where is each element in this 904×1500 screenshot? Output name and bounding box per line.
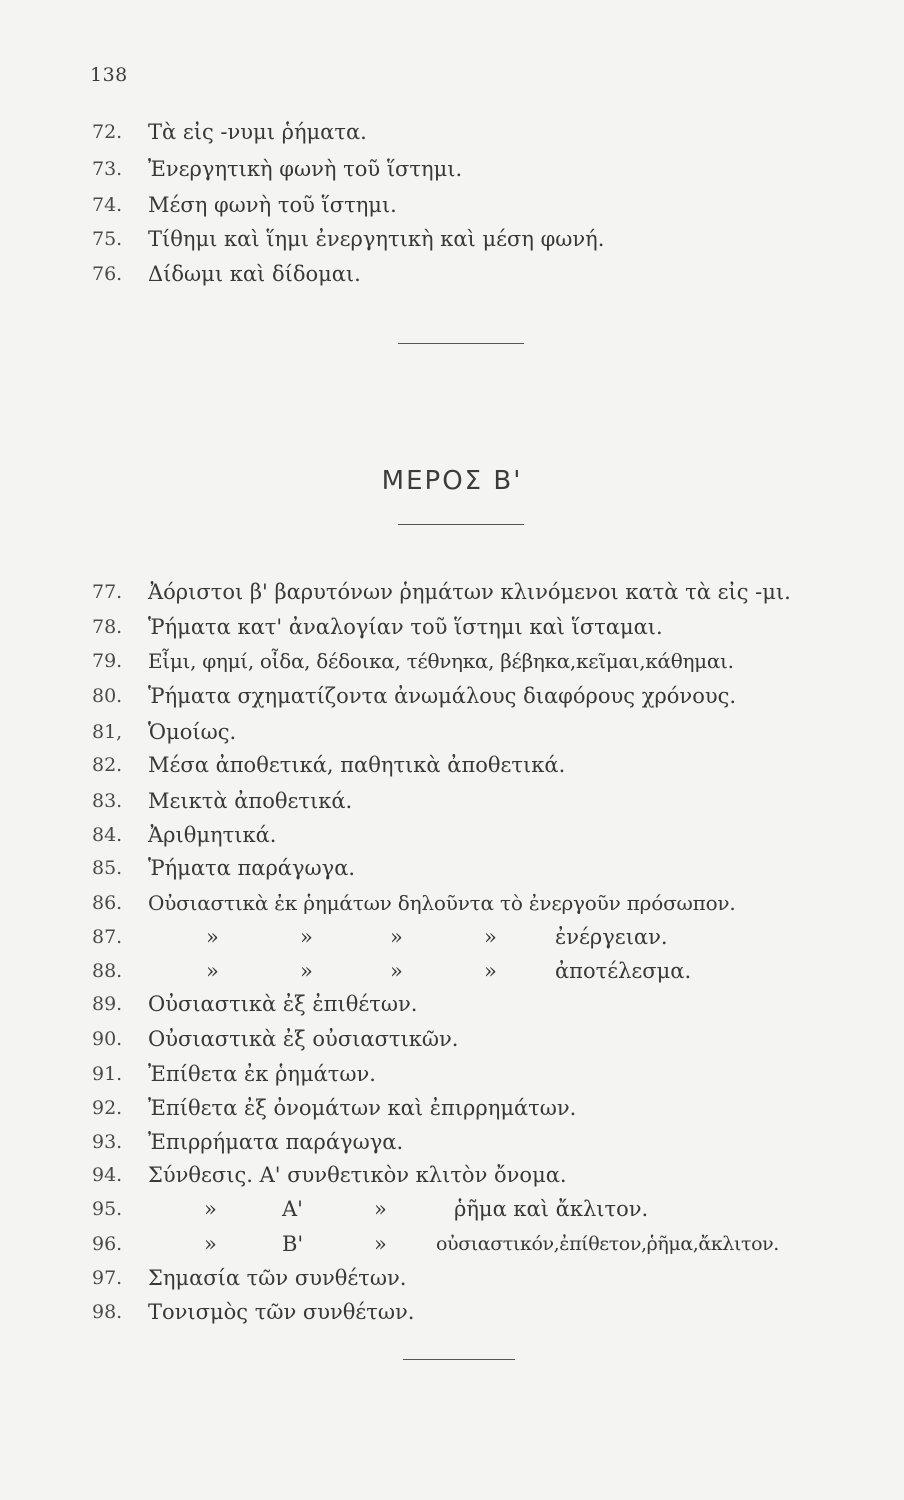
entry-text: Οὐσιαστικὰ ἐκ ῥημάτων δηλοῦντα τὸ ἐνεργοῦν πρόσωπον. bbox=[148, 891, 736, 915]
entry-number: 77. bbox=[92, 581, 123, 603]
entry-text: Ἐπίθετα ἐξ ὀνομάτων καὶ ἐπιρρημάτων. bbox=[148, 1096, 577, 1120]
divider-rule bbox=[398, 524, 524, 525]
entry-number: 93. bbox=[92, 1131, 123, 1153]
entry-number: 85. bbox=[92, 857, 123, 879]
entry-number: 89. bbox=[92, 993, 123, 1015]
ditto-mark: » bbox=[484, 925, 497, 949]
entry-number: 94. bbox=[92, 1164, 123, 1186]
entry-number: 96. bbox=[92, 1233, 123, 1255]
entry-number: 83. bbox=[92, 790, 123, 812]
entry-text: Δίδωμι καὶ δίδομαι. bbox=[148, 262, 361, 286]
ditto-mark: » bbox=[484, 959, 497, 983]
entry-number: 88. bbox=[92, 960, 123, 982]
entry-text: ῥῆμα καὶ ἄκλιτον. bbox=[454, 1197, 649, 1221]
entry-text: Μέσα ἀποθετικά, παθητικὰ ἀποθετικά. bbox=[148, 753, 566, 777]
divider-rule bbox=[398, 343, 524, 344]
entry-text: Οὐσιαστικὰ ἐξ οὐσιαστικῶν. bbox=[148, 1027, 459, 1051]
entry-text: Ἐπίθετα ἐκ ῥημάτων. bbox=[148, 1062, 376, 1086]
entry-text: Ὁμοίως. bbox=[148, 720, 237, 744]
entry-text: Ἀόριστοι β' βαρυτόνων ῥημάτων κλινόμενοι κατὰ τὰ εἰς -μι. bbox=[148, 580, 791, 604]
entry-number: 73. bbox=[92, 158, 123, 180]
ditto-mark: » bbox=[374, 1232, 387, 1256]
ditto-mark: » bbox=[300, 959, 313, 983]
entry-text: Ἐπιρρήματα παράγωγα. bbox=[148, 1130, 404, 1154]
entry-text: Τίθημι καὶ ἵημι ἐνεργητικὴ καὶ μέση φωνή. bbox=[148, 227, 605, 251]
compound-letter: Α' bbox=[282, 1197, 303, 1221]
entry-number: 74. bbox=[92, 194, 123, 216]
ditto-mark: » bbox=[374, 1197, 387, 1221]
entry-text: Σημασία τῶν συνθέτων. bbox=[148, 1266, 407, 1290]
entry-number: 98. bbox=[92, 1301, 123, 1323]
entry-number: 91. bbox=[92, 1063, 123, 1085]
compound-letter: Β' bbox=[282, 1232, 304, 1256]
entry-text: Ῥήματα σχηματίζοντα ἀνωμάλους διαφόρους χρόνους. bbox=[148, 684, 737, 708]
entry-number: 92. bbox=[92, 1097, 123, 1119]
entry-text: Ῥήματα παράγωγα. bbox=[148, 856, 356, 880]
entry-number: 72. bbox=[92, 121, 123, 143]
ditto-mark: » bbox=[204, 1197, 217, 1221]
ditto-mark: » bbox=[390, 959, 403, 983]
entry-text: Μεικτὰ ἀποθετικά. bbox=[148, 789, 353, 813]
entry-number: 82. bbox=[92, 754, 123, 776]
entry-text: Ἐνεργητικὴ φωνὴ τοῦ ἵστημι. bbox=[148, 157, 463, 181]
entry-number: 87. bbox=[92, 926, 123, 948]
entry-text: Ἀριθμητικά. bbox=[148, 823, 277, 847]
page-number: 138 bbox=[90, 64, 128, 86]
section-heading: ΜΕΡΟΣ Β' bbox=[381, 466, 523, 496]
entry-number: 78. bbox=[92, 616, 123, 638]
entry-number: 86. bbox=[92, 892, 123, 914]
entry-number: 97. bbox=[92, 1267, 123, 1289]
entry-number: 81, bbox=[92, 721, 123, 743]
divider-rule bbox=[403, 1359, 515, 1360]
entry-text: ἀποτέλεσμα. bbox=[555, 959, 692, 983]
entry-text: ἐνέργειαν. bbox=[555, 925, 668, 949]
entry-number: 90. bbox=[92, 1028, 123, 1050]
entry-number: 84. bbox=[92, 824, 123, 846]
entry-text: Τὰ εἰς -νυμι ῥήματα. bbox=[148, 120, 367, 144]
entry-number: 75. bbox=[92, 228, 123, 250]
entry-text: Οὐσιαστικὰ ἐξ ἐπιθέτων. bbox=[148, 992, 418, 1016]
entry-text: Τονισμὸς τῶν συνθέτων. bbox=[148, 1300, 415, 1324]
entry-number: 80. bbox=[92, 685, 123, 707]
entry-number: 79. bbox=[92, 650, 123, 672]
entry-text: Σύνθεσις. Α' συνθετικὸν κλιτὸν ὄνομα. bbox=[148, 1163, 567, 1187]
entry-text: Εἶμι, φημί, οἶδα, δέδοικα, τέθνηκα, βέβηκα,κεῖμαι,κάθημαι. bbox=[148, 649, 734, 673]
ditto-mark: » bbox=[300, 925, 313, 949]
entry-text: οὐσιαστικόν,ἐπίθετον,ῥῆμα,ἄκλιτον. bbox=[436, 1233, 779, 1255]
entry-text: Ῥήματα κατ' ἀναλογίαν τοῦ ἵστημι καὶ ἵσταμαι. bbox=[148, 615, 663, 639]
entry-text: Μέση φωνὴ τοῦ ἵστημι. bbox=[148, 193, 397, 217]
entry-number: 76. bbox=[92, 263, 123, 285]
ditto-mark: » bbox=[206, 925, 219, 949]
ditto-mark: » bbox=[204, 1232, 217, 1256]
ditto-mark: » bbox=[390, 925, 403, 949]
entry-number: 95. bbox=[92, 1198, 123, 1220]
ditto-mark: » bbox=[206, 959, 219, 983]
